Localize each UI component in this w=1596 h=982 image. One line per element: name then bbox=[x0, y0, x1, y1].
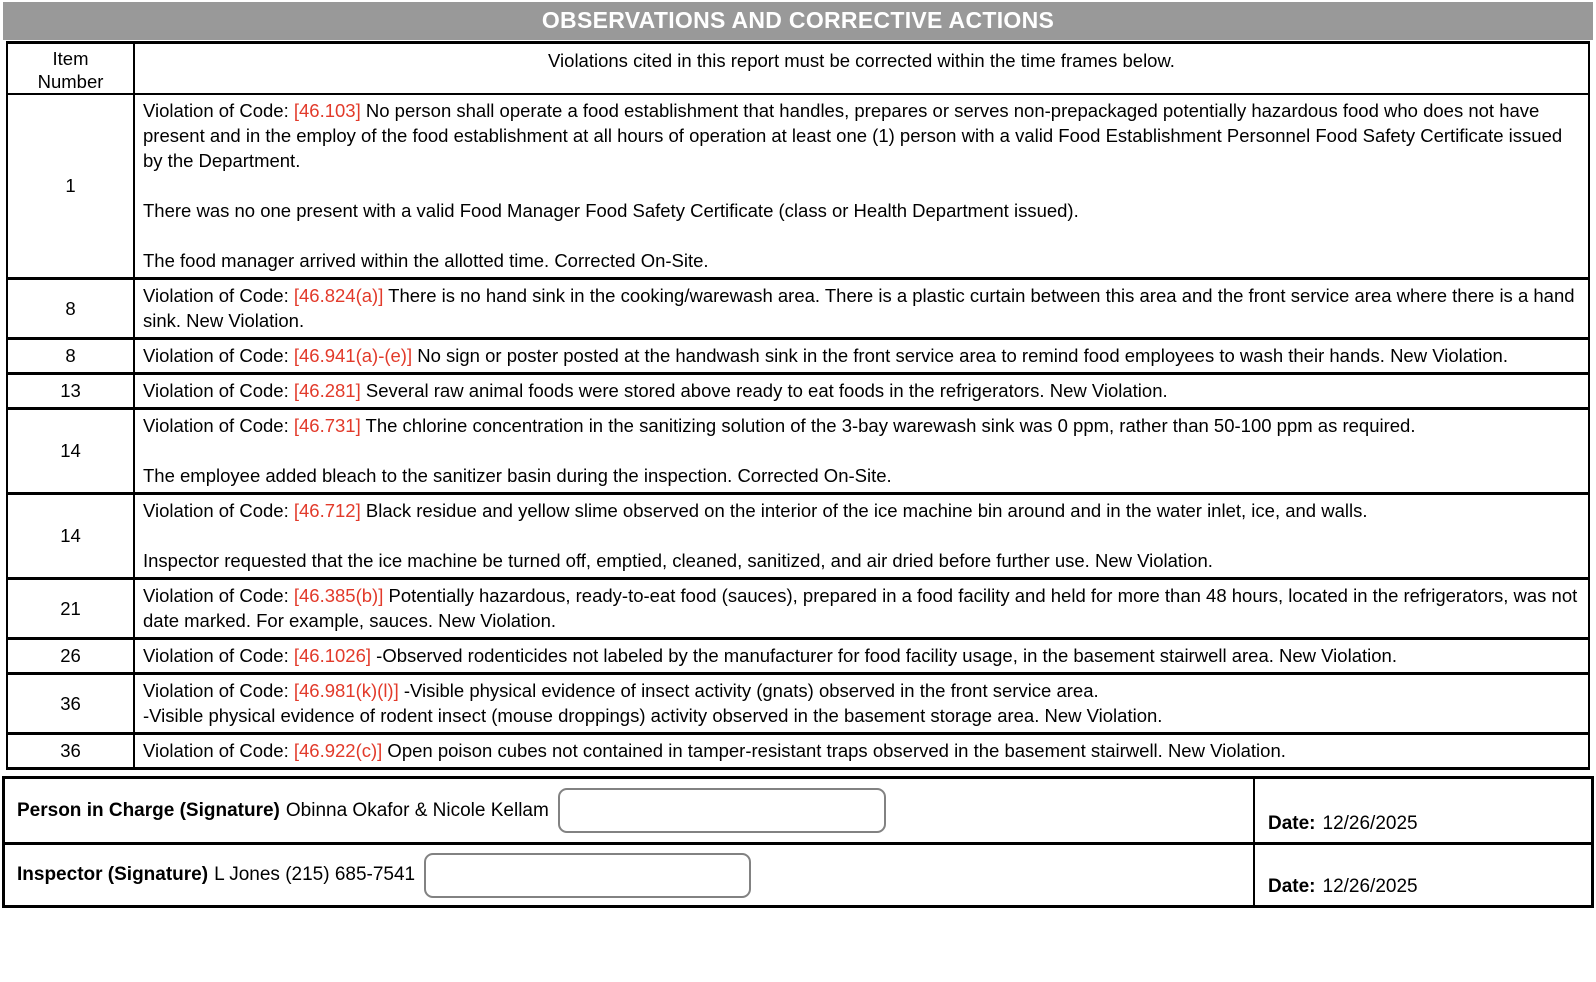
item-header-line1: Item bbox=[52, 48, 89, 69]
violation-text bbox=[135, 675, 1588, 732]
person-in-charge-signature-field[interactable] bbox=[558, 788, 886, 833]
item-number: 26 bbox=[8, 640, 135, 672]
item-number: 13 bbox=[8, 375, 135, 407]
table-row bbox=[8, 672, 1588, 732]
item-number: 1 bbox=[8, 95, 135, 277]
violation-text bbox=[135, 735, 1588, 767]
violation-text bbox=[135, 375, 1588, 407]
code-citation: [46.731] bbox=[293, 415, 361, 436]
violation-paragraph: Violation of Code: [46.731] The chlorine concentration in the sanitizing solution of the 3-bay warewash sink was 0 ppm, rather than 50-100 ppm as required. bbox=[143, 415, 1416, 436]
inspector-label: Inspector (Signature) bbox=[17, 864, 209, 885]
violations-table bbox=[6, 41, 1590, 770]
table-row bbox=[8, 372, 1588, 407]
person-in-charge-row bbox=[5, 779, 1591, 842]
inspector-cell bbox=[5, 845, 1255, 905]
violation-text bbox=[135, 280, 1588, 337]
person-in-charge-cell bbox=[5, 779, 1255, 842]
date-label: Date: bbox=[1268, 813, 1316, 834]
violation-paragraph bbox=[143, 523, 1580, 548]
violation-paragraph: There was no one present with a valid Food Manager Food Safety Certificate (class or Health Department issued). bbox=[143, 200, 1079, 221]
code-citation: [46.385(b)] bbox=[293, 585, 384, 606]
table-row bbox=[8, 637, 1588, 672]
violation-paragraph: Violation of Code: [46.712] Black residue and yellow slime observed on the interior of the ice machine bin around and in the water inlet, ice, and walls. bbox=[143, 500, 1368, 521]
signature-section bbox=[2, 776, 1594, 908]
violation-paragraph: Violation of Code: [46.981(k)(l)] -Visible physical evidence of insect activity (gnats) observed in the front service area. bbox=[143, 680, 1099, 701]
violation-text bbox=[135, 340, 1588, 372]
code-citation: [46.922(c)] bbox=[293, 740, 383, 761]
item-number: 21 bbox=[8, 580, 135, 637]
table-header-row bbox=[8, 44, 1588, 95]
item-header-line2: Number bbox=[37, 71, 104, 92]
violation-text bbox=[135, 580, 1588, 637]
violation-paragraph: Violation of Code: [46.824(a)] There is no hand sink in the cooking/warewash area. There is a plastic curtain between this area and the front service area where there is a hand sink. New Violation. bbox=[143, 285, 1575, 331]
violation-paragraph bbox=[143, 173, 1580, 198]
table-row bbox=[8, 277, 1588, 337]
violation-paragraph bbox=[143, 438, 1580, 463]
violation-paragraph: Violation of Code: [46.941(a)-(e)] No sign or poster posted at the handwash sink in the front service area to remind food employees to wash their hands. New Violation. bbox=[143, 345, 1508, 366]
item-number: 36 bbox=[8, 675, 135, 732]
violation-paragraph: Violation of Code: [46.103] No person shall operate a food establishment that handles, prepares or serves non-prepackaged potentially hazardous food who does not have present and in the employ of the food establishment at all hours of operation at least one (1) person with a valid Food Establishment Personnel Food Safety Certificate issued by the Department. bbox=[143, 100, 1563, 171]
code-citation: [46.1026] bbox=[293, 645, 372, 666]
violation-paragraph: Violation of Code: [46.385(b)] Potentially hazardous, ready-to-eat food (sauces), prepared in a food facility and held for more than 48 hours, located in the refrigerators, was not date marked. For example, sauces. New Violation. bbox=[143, 585, 1578, 631]
inspector-name: L Jones (215) 685-7541 bbox=[214, 864, 416, 885]
inspector-date: 12/26/2025 bbox=[1322, 876, 1418, 897]
item-number: 8 bbox=[8, 280, 135, 337]
table-row bbox=[8, 95, 1588, 277]
violation-paragraph: Violation of Code: [46.922(c)] Open poison cubes not contained in tamper-resistant traps observed in the basement stairwell. New Violation. bbox=[143, 740, 1286, 761]
code-citation: [46.281] bbox=[293, 380, 361, 401]
inspector-row bbox=[5, 842, 1591, 905]
violation-text bbox=[135, 640, 1588, 672]
violation-paragraph: -Visible physical evidence of rodent insect (mouse droppings) activity observed in the basement storage area. New Violation. bbox=[143, 705, 1163, 726]
item-number: 14 bbox=[8, 410, 135, 492]
table-row bbox=[8, 492, 1588, 577]
date-label: Date: bbox=[1268, 876, 1316, 897]
item-number: 8 bbox=[8, 340, 135, 372]
table-row bbox=[8, 577, 1588, 637]
violation-paragraph: The food manager arrived within the allotted time. Corrected On-Site. bbox=[143, 250, 709, 271]
violation-paragraph: The employee added bleach to the sanitizer basin during the inspection. Corrected On-Site. bbox=[143, 465, 892, 486]
code-citation: [46.824(a)] bbox=[293, 285, 384, 306]
inspector-date-cell bbox=[1255, 845, 1591, 905]
code-citation: [46.103] bbox=[293, 100, 361, 121]
item-number: 14 bbox=[8, 495, 135, 577]
violation-paragraph: Violation of Code: [46.1026] -Observed rodenticides not labeled by the manufacturer for food facility usage, in the basement stairwell area. New Violation. bbox=[143, 645, 1397, 666]
violation-text bbox=[135, 495, 1588, 577]
violations-column-header: Violations cited in this report must be corrected within the time frames below. bbox=[548, 50, 1175, 71]
violation-paragraph: Inspector requested that the ice machine be turned off, emptied, cleaned, sanitized, and air dried before further use. New Violation. bbox=[143, 550, 1213, 571]
code-citation: [46.941(a)-(e)] bbox=[293, 345, 413, 366]
section-title: OBSERVATIONS AND CORRECTIVE ACTIONS bbox=[3, 2, 1593, 40]
table-row bbox=[8, 337, 1588, 372]
violation-text bbox=[135, 95, 1588, 277]
violation-rows bbox=[8, 95, 1588, 767]
table-row bbox=[8, 407, 1588, 492]
code-citation: [46.712] bbox=[293, 500, 361, 521]
person-in-charge-date: 12/26/2025 bbox=[1322, 813, 1418, 834]
person-in-charge-label: Person in Charge (Signature) bbox=[17, 799, 280, 821]
code-citation: [46.981(k)(l)] bbox=[293, 680, 399, 701]
violation-paragraph bbox=[143, 223, 1580, 248]
item-number: 36 bbox=[8, 735, 135, 767]
person-in-charge-name: Obinna Okafor & Nicole Kellam bbox=[285, 799, 549, 821]
violation-paragraph: Violation of Code: [46.281] Several raw animal foods were stored above ready to eat foods in the refrigerators. New Violation. bbox=[143, 380, 1168, 401]
person-in-charge-date-cell bbox=[1255, 779, 1591, 842]
inspector-signature-field[interactable] bbox=[424, 853, 751, 898]
item-number-column-header bbox=[8, 44, 135, 93]
violation-text bbox=[135, 410, 1588, 492]
table-row bbox=[8, 732, 1588, 767]
